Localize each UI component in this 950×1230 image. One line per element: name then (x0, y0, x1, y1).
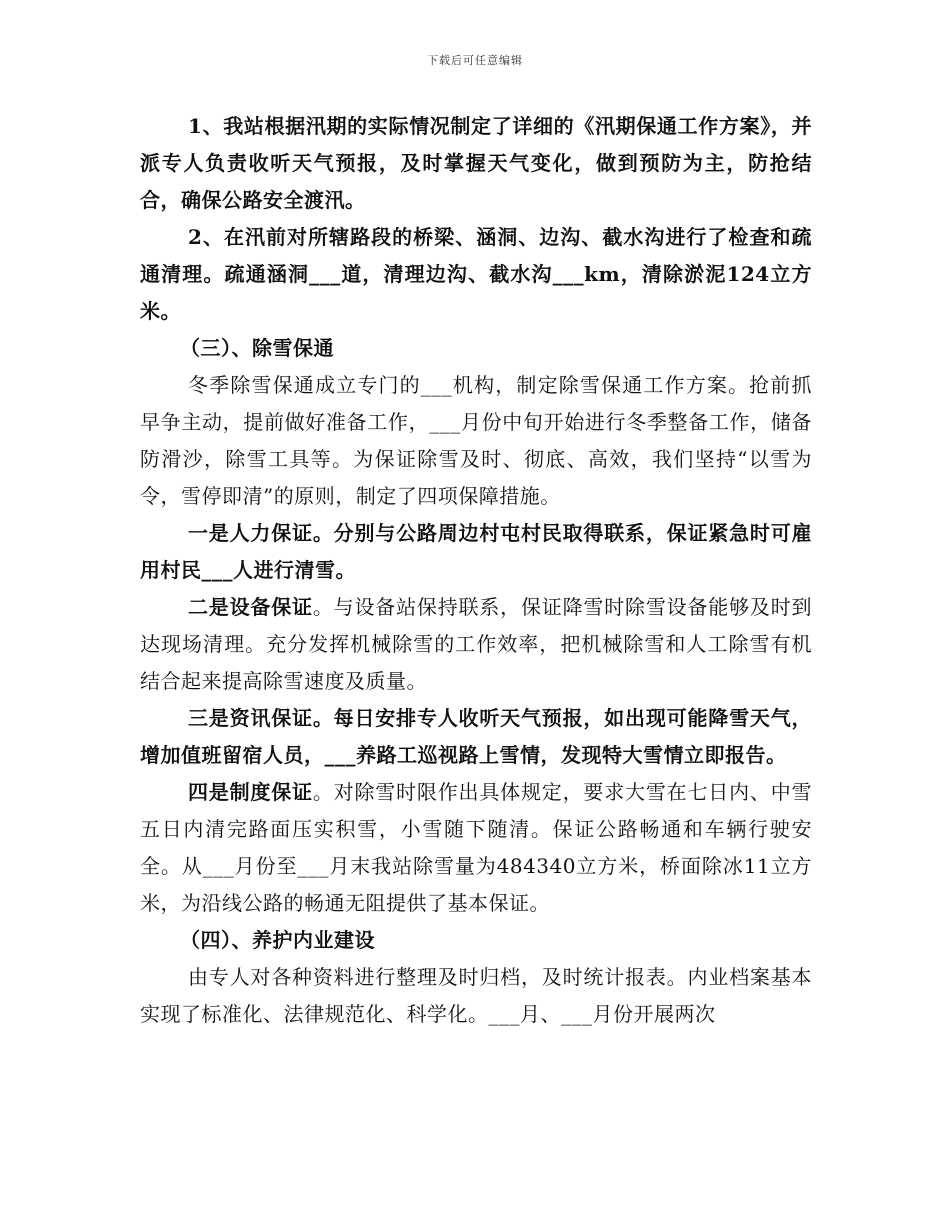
document-body (140, 108, 812, 1033)
section-heading-internal-work: （四）、养护内业建设 (180, 928, 375, 952)
paragraph-equipment-guarantee (140, 589, 812, 700)
paragraph-flood-plan: 1、我站根据汛期的实际情况制定了详细的《汛期保通工作方案》，并派专人负责收听天气预报，及时掌握天气变化，做到预防为主，防抢结合，确保公路安全渡汛。 (140, 114, 812, 212)
system-guarantee-text: 。对除雪时限作出具体规定，要求大雪在七日内、中雪五日内清完路面压实积雪，小雪随下随清。保证公路畅通和车辆行驶安全。从___月份至___月末我站除雪量为484340立方米，桥面除冰11立方米，为沿线公路的畅通无阻提供了基本保证。 (140, 780, 813, 915)
paragraph-information-guarantee: 三是资讯保证。每日安排专人收听天气预报，如出现可能降雪天气，增加值班留宿人员，___养路工巡视路上雪情，发现特大雪情立即报告。 (140, 706, 812, 767)
paragraph-winter-snow-plan: 冬季除雪保通成立专门的___机构，制定除雪保通工作方案。抢前抓早争主动，提前做好准备工作，___月份中旬开始进行冬季整备工作，储备防滑沙，除雪工具等。为保证除雪及时、彻底、高效，我们坚持“以雪为令，雪停即清”的原则，制定了四项保障措施。 (140, 373, 812, 508)
section-heading-snow-removal: （三）、除雪保通 (180, 336, 334, 360)
page-header: 下载后可任意编辑 (427, 54, 523, 67)
paragraph-archive-management: 由专人对各种资料进行整理及时归档，及时统计报表。内业档案基本实现了标准化、法律规范化、科学化。___月、___月份开展两次 (140, 965, 812, 1026)
paragraph-system-guarantee (140, 774, 812, 922)
paragraph-pre-flood-inspection: 2、在汛前对所辖路段的桥梁、涵洞、边沟、截水沟进行了检查和疏通清理。疏通涵洞___道，清理边沟、截水沟___km，清除淤泥124立方米。 (140, 225, 812, 323)
equipment-guarantee-text: 。与设备站保持联系，保证降雪时除雪设备能够及时到达现场清理。充分发挥机械除雪的工作效率，把机械除雪和人工除雪有机结合起来提高除雪速度及质量。 (140, 595, 813, 693)
equipment-guarantee-lead: 二是设备保证 (188, 595, 313, 619)
paragraph-manpower-guarantee: 一是人力保证。分别与公路周边村屯村民取得联系，保证紧急时可雇用村民___人进行清雪。 (140, 521, 812, 582)
system-guarantee-lead: 四是制度保证 (188, 780, 313, 804)
